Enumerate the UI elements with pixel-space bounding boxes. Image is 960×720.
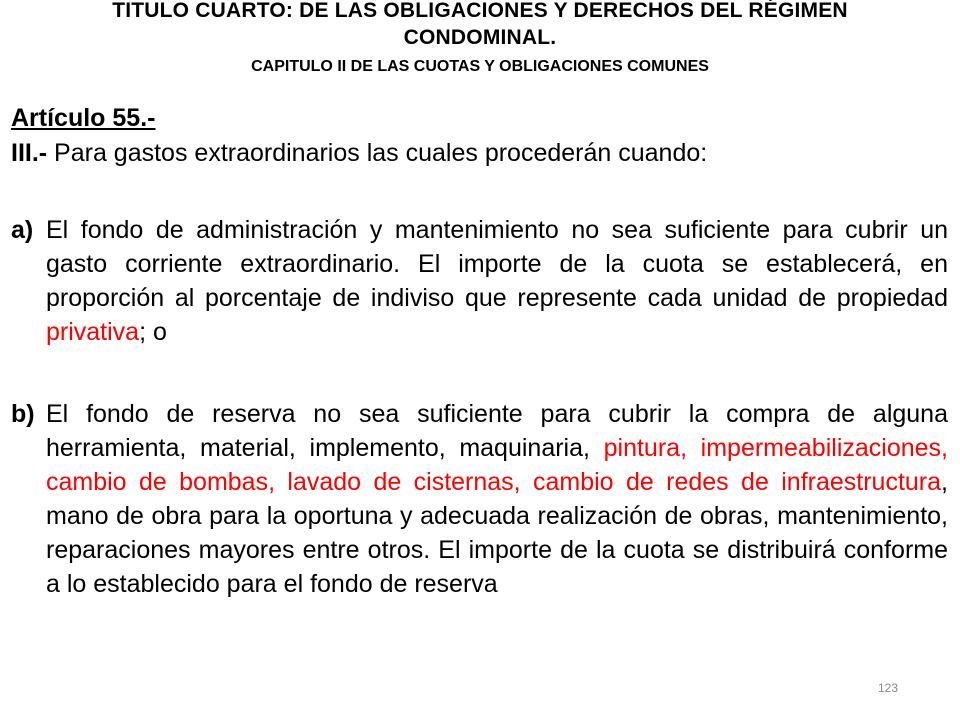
title-line-1: TITULO CUARTO: DE LAS OBLIGACIONES Y DERECHOS DEL RÉGIMEN: [112, 0, 848, 22]
item-b-text: El fondo de reserva no sea suficiente para cubrir la compra de alguna herramienta, material, implemento, maquinaria,: [46, 400, 948, 462]
chapter-subtitle: CAPITULO II DE LAS CUOTAS Y OBLIGACIONES COMUNES: [251, 58, 709, 75]
item-a-marker: a): [11, 216, 34, 244]
slide-header: [0, 0, 960, 77]
section-intro: [11, 138, 950, 168]
item-a-text: El fondo de administración y mantenimiento no sea suficiente para cubrir un gasto corriente extraordinario. El importe de la cuota se establecerá, en proporción al porcentaje de indiviso que represente cada unidad de propiedad: [46, 216, 948, 312]
article-heading: Artículo 55.-: [11, 104, 156, 132]
list-item-a: [11, 213, 948, 349]
item-b-marker: b): [11, 400, 35, 428]
page-number: 123: [878, 681, 899, 695]
item-b-highlight: pintura, impermeabilizaciones, cambio de bombas, lavado de cisternas, cambio de redes de infraestructura: [46, 434, 948, 496]
list-item-b: [11, 397, 948, 601]
title-line-2: CONDOMINAL.: [403, 26, 557, 49]
item-b-text-end: , mano de obra para la oportuna y adecuada realización de obras, mantenimiento, reparaciones mayores entre otros. El importe de la cuota se distribuirá conforme a lo establecido para el fondo de reserva: [46, 468, 948, 598]
section-intro-text: Para gastos extraordinarios las cuales procederán cuando:: [47, 139, 708, 167]
item-a-highlight: privativa: [46, 318, 140, 346]
item-a-text-end: ; o: [139, 318, 167, 346]
slide-body: [11, 103, 950, 601]
section-marker: III.-: [11, 139, 48, 167]
